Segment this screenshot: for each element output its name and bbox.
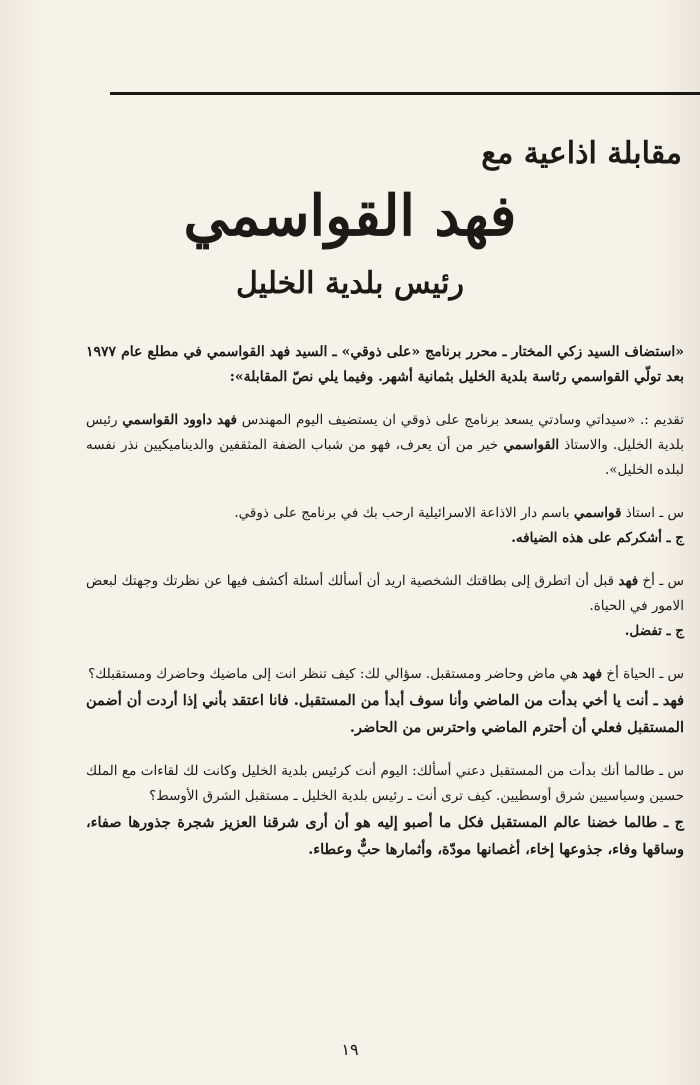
question-1-name: قواسمي: [573, 505, 622, 521]
intro-paragraph: [86, 340, 684, 390]
presentation-paragraph: [86, 408, 684, 483]
presentation-text-c: خير من أن يعرف، فهو من شباب الضفة المثقفين والديناميكيين نذر نفسه لبلده الخليل».: [86, 437, 684, 478]
header-kicker: مقابلة اذاعية مع: [481, 136, 682, 171]
article-body: [86, 340, 684, 881]
question-3-prefix: س ـ الحياة أخ: [606, 666, 684, 682]
intro-text: «استضاف السيد زكي المختار ـ محرر برنامج «على ذوقي» ـ السيد فهد القواسمي في مطلع عام ١٩٧٧ بعد تولّي القواسمي رئاسة بلدية الخليل بثمانية أشهر. وفيما يلي نصّ المقابلة»:: [86, 344, 684, 385]
question-2-name: فهد: [618, 573, 639, 589]
presentation-text: [86, 408, 684, 483]
presentation-label: تقديم :.: [640, 412, 685, 428]
page-number: ١٩: [341, 1040, 359, 1059]
header-name: فهد القواسمي: [183, 183, 517, 249]
presentation-bold-b: القواسمي: [503, 437, 560, 453]
question-3-text: هي ماض وحاضر ومستقبل. سؤالي لك: كيف تنظر انت إلى ماضيك وحاضرك ومستقبلك؟: [88, 666, 579, 682]
question-2-text: قبل أن اتطرق إلى بطاقتك الشخصية اريد أن أسألك أسئلة أكشف فيها عن نظرتك وجهتك لبعض الامور في الحياة.: [86, 573, 684, 614]
presentation-text-a: «سيداتي وسادتي يسعد برنامج على ذوقي ان يستضيف اليوم المهندس: [241, 412, 636, 428]
answer-1: ج ـ أشكركم على هذه الضيافه.: [511, 530, 684, 546]
answer-4: ج ـ طالما خضنا عالم المستقبل فكل ما أصبو إليه هو أن أرى شرقنا العزيز شجرة جذورها صفاء، وساقها وفاء، جذوعها إخاء، أغصانها مودّة، وأثمارها حبٌّ وعطاء.: [86, 814, 684, 858]
question-1-prefix: س ـ استاذ: [625, 505, 684, 521]
exchange-3: [86, 662, 684, 741]
question-1-text: باسم دار الاذاعة الاسرائيلية ارحب بك في برنامج على ذوقي.: [234, 505, 570, 521]
question-4: س ـ طالما أنك بدأت من المستقبل دعني أسألك: اليوم أنت كرئيس بلدية الخليل وكانت لك لقاءات مع الملك حسين وسياسيين شرق أوسطيين. كيف ترى أنت ـ رئيس بلدية الخليل ـ مستقبل الشرق الأوسط؟: [86, 763, 684, 804]
question-3-name: فهد: [582, 666, 603, 682]
question-2-prefix: س ـ أخ: [642, 573, 684, 589]
top-rule: [110, 92, 700, 95]
presentation-text-b: رئيس بلدية الخليل. والاستاذ: [86, 412, 684, 453]
presentation-bold-a: فهد داوود القواسمي: [122, 412, 237, 428]
answer-3: فهد ـ أنت يا أخي بدأت من الماضي وأنا سوف أبدأ من المستقبل. فانا اعتقد بأني إذا أردت أن أضمن المستقبل فعلي أن أحترم الماضي واحترس من الحاضر.: [85, 692, 684, 736]
answer-2: ج ـ تفضل.: [624, 623, 684, 639]
header-subtitle: رئيس بلدية الخليل: [235, 266, 465, 301]
question-1: [86, 501, 684, 526]
exchange-1: [86, 501, 684, 551]
question-3: [86, 662, 684, 687]
exchange-4: [86, 759, 684, 863]
question-2: [86, 569, 684, 619]
exchange-2: [86, 569, 684, 644]
